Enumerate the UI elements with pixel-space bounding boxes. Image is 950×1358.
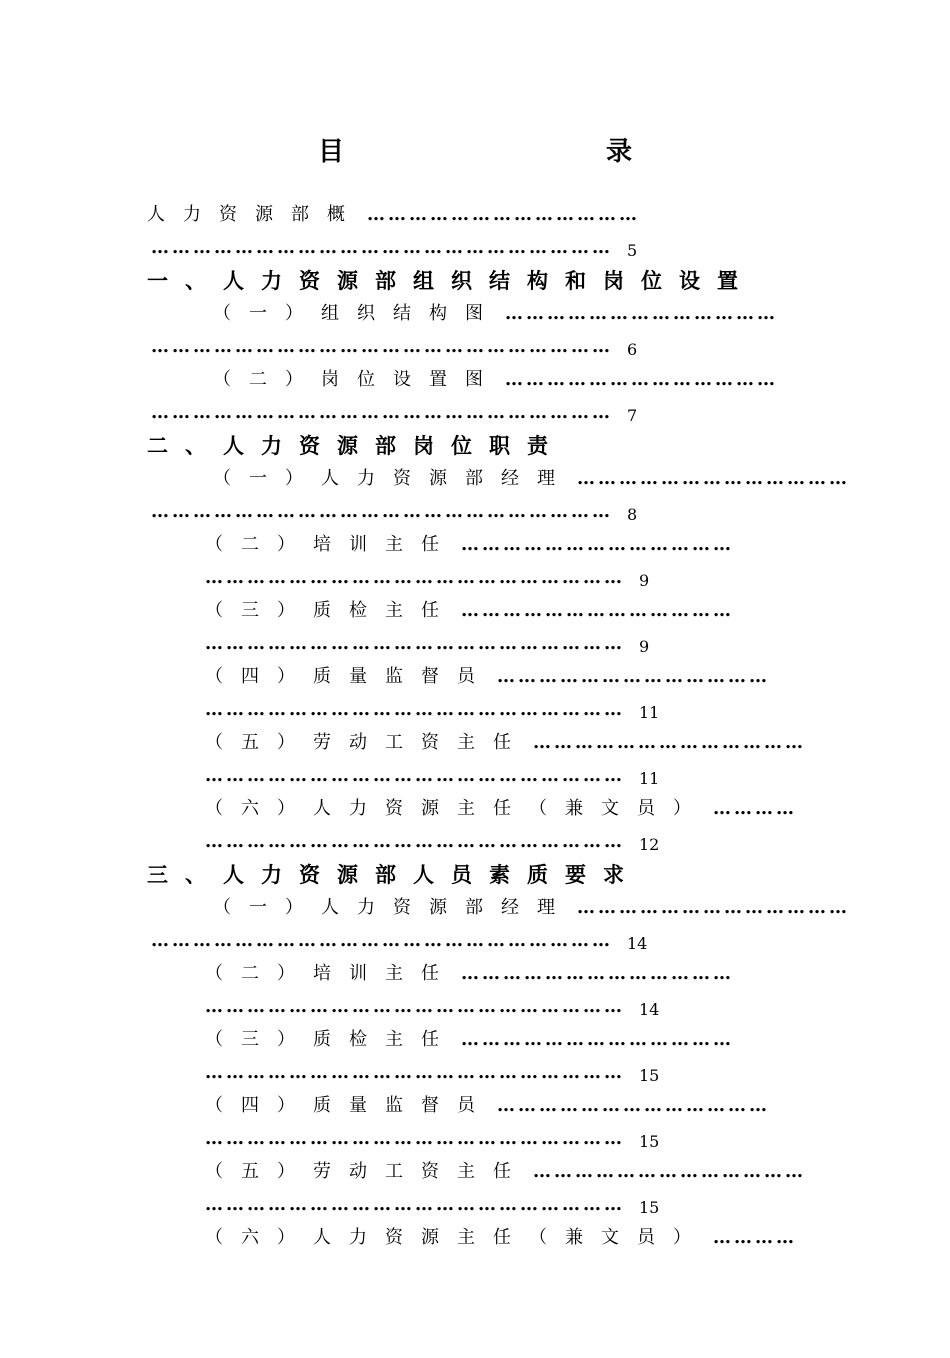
toc-page-number: 8 xyxy=(627,505,638,524)
table-of-contents xyxy=(0,198,950,1254)
toc-entry-label: （一）人力资源部经理 xyxy=(213,897,573,918)
toc-entry-label: 人力资源部概 xyxy=(147,204,363,225)
toc-leader-dots: …………………………………………………… xyxy=(205,1128,625,1149)
toc-leader-dots: ………………………………… xyxy=(461,963,734,984)
toc-entry[interactable] xyxy=(0,891,950,957)
toc-leader-dots: ………………………………………………………… xyxy=(151,402,613,423)
toc-page-number: 5 xyxy=(627,241,638,260)
toc-page-number: 14 xyxy=(639,1000,660,1019)
toc-leader-dots: …………………………………………………… xyxy=(205,831,625,852)
toc-page-number: 6 xyxy=(627,340,638,359)
toc-entry[interactable] xyxy=(0,297,950,363)
toc-leader-dots: ………………………………………………………… xyxy=(151,930,613,951)
toc-entry-label: （五）劳动工资主任 xyxy=(205,732,529,753)
toc-entry[interactable] xyxy=(0,1221,950,1254)
toc-entry-label: （六）人力资源主任（兼文员） xyxy=(205,798,709,819)
toc-leader-dots: ………………………………… xyxy=(497,1095,770,1116)
page-title: 目 录 xyxy=(317,137,702,167)
toc-leader-dots: ………………………………… xyxy=(367,204,640,225)
toc-leader-dots: ………………………………………………………… xyxy=(151,237,613,258)
toc-leader-dots: …………………………………………………… xyxy=(205,567,625,588)
toc-entry-label: （三）质检主任 xyxy=(205,1029,457,1050)
toc-leader-dots: …………………………………………………… xyxy=(205,1194,625,1215)
toc-entry-label: （四）质量监督员 xyxy=(205,666,493,687)
toc-entry[interactable] xyxy=(0,660,950,726)
toc-section-heading[interactable]: 二、人力资源部岗位职责 xyxy=(147,433,565,458)
toc-entry[interactable] xyxy=(0,528,950,594)
toc-leader-dots: ………………………………… xyxy=(577,897,850,918)
toc-leader-dots: ………………………………………………………… xyxy=(151,336,613,357)
toc-leader-dots: ………………………………… xyxy=(461,534,734,555)
toc-entry-label: （一）组织结构图 xyxy=(213,303,501,324)
toc-entry[interactable] xyxy=(0,957,950,1023)
toc-page-number: 15 xyxy=(639,1066,660,1085)
toc-entry[interactable] xyxy=(0,198,950,264)
toc-leader-dots: ………………………………… xyxy=(505,369,778,390)
toc-entry[interactable] xyxy=(0,1155,950,1221)
toc-leader-dots: …………………………………………………… xyxy=(205,765,625,786)
toc-page-number: 7 xyxy=(627,406,638,425)
toc-entry[interactable] xyxy=(0,792,950,858)
toc-page-number: 11 xyxy=(639,703,660,722)
toc-entry[interactable] xyxy=(0,1089,950,1155)
toc-entry-label: （一）人力资源部经理 xyxy=(213,468,573,489)
toc-leader-dots: …………………………………………………… xyxy=(205,633,625,654)
toc-leader-dots: ………… xyxy=(713,1227,797,1248)
toc-entry-label: （二）培训主任 xyxy=(205,534,457,555)
toc-leader-dots: ………………………………… xyxy=(461,600,734,621)
toc-entry-label: （二）岗位设置图 xyxy=(213,369,501,390)
toc-page-number: 9 xyxy=(639,637,650,656)
toc-entry-label: （六）人力资源主任（兼文员） xyxy=(205,1227,709,1248)
toc-entry[interactable] xyxy=(0,726,950,792)
toc-page-number: 12 xyxy=(639,835,660,854)
toc-leader-dots: ………… xyxy=(713,798,797,819)
toc-entry-label: （二）培训主任 xyxy=(205,963,457,984)
toc-leader-dots: …………………………………………………… xyxy=(205,996,625,1017)
toc-entry[interactable] xyxy=(0,594,950,660)
toc-entry[interactable] xyxy=(0,1023,950,1089)
toc-leader-dots: ………………………………… xyxy=(533,732,806,753)
toc-section-heading[interactable]: 一、人力资源部组织结构和岗位设置 xyxy=(147,268,755,293)
toc-entry-label: （三）质检主任 xyxy=(205,600,457,621)
toc-entry[interactable] xyxy=(0,462,950,528)
toc-leader-dots: ………………………………… xyxy=(505,303,778,324)
toc-entry[interactable] xyxy=(0,363,950,429)
toc-leader-dots: ………………………………… xyxy=(577,468,850,489)
toc-entry-label: （五）劳动工资主任 xyxy=(205,1161,529,1182)
toc-page-number: 15 xyxy=(639,1198,660,1217)
toc-page-number: 9 xyxy=(639,571,650,590)
toc-page-number: 15 xyxy=(639,1132,660,1151)
toc-section-heading[interactable]: 三、人力资源部人员素质要求 xyxy=(147,862,641,887)
toc-leader-dots: ………………………………………………………… xyxy=(151,501,613,522)
toc-entry-label: （四）质量监督员 xyxy=(205,1095,493,1116)
toc-leader-dots: ………………………………… xyxy=(497,666,770,687)
toc-leader-dots: …………………………………………………… xyxy=(205,699,625,720)
toc-leader-dots: ………………………………… xyxy=(461,1029,734,1050)
toc-page-number: 14 xyxy=(627,934,648,953)
toc-leader-dots: …………………………………………………… xyxy=(205,1062,625,1083)
toc-page-number: 11 xyxy=(639,769,660,788)
toc-leader-dots: ………………………………… xyxy=(533,1161,806,1182)
